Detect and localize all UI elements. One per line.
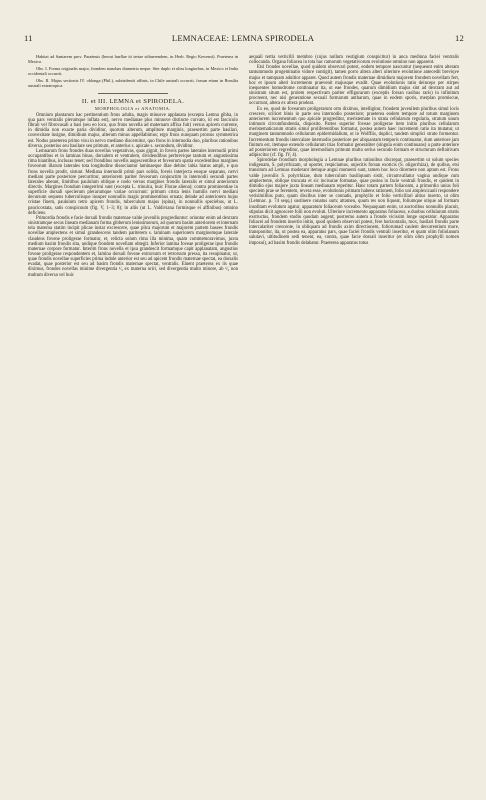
section-heading: II. et III. LEMNA et SPIRODELA.	[81, 97, 185, 105]
running-header	[20, 33, 466, 45]
body-paragraph: Lemnarum frons frondes duas novellas vegetativas, quas gignit, in foveis partes laterales internodii primi occupantibus et in laminas binas, dorsalem et ventralem, dividendibus perbrevique tantum et angustissima rima hiantibus, inclusas tenet; sed frondibus novellis augescentibus et foveorum spatia excedentibus margines foveorum illarum laterales tota longitudine dissociantur laminaeque illae dehinc labia hiatus ampli, e quo frons novella prodit, sistunt. Mediana internodii primi pars solida, foveis interjecta eosque separans, nervi mediani parte posteriore percurritur, anteriorem pariter foveorum conjunctim in internodii secundi partes laterales abeunt, limitibus paululum oblique e nodo versus margines frondis lateralis et simul anteriorum directis. Margines frondum integerrimi sunt (excepta L. trinulca, huic Florae aliena); contra prominentiae in superficie dorsali specierum plerarumque variae occurrunt: primum crista lenis humilis nervi mediani decursum sequens tuberculisque insuper nonnullis magis prominentibus ornata; deinde ad anteriorem hujus cristae finem, paululum retro apicem frondis, tuberculum majus (spina), in nonnullis speciebus, ut L. paucicostata, satis conspicuum (fig. V, 1–3; 8); in aliis (ut L. Valdiviana formisque ei affinibus) omnino deficiens.	[28, 148, 238, 216]
intro-obs-2: Obs. II. Majus sectionis IV. oblonga (Phil.), subtridentii affinis, in Chile australi occurrit, forsan etiam in Brasilia australi extratropica.	[28, 78, 238, 88]
body-paragraph: Spirodelae frondium morphologia a Lemnae pluribus rationibus discrepat, praesertim ut solum species indigenam, S. polyrrhizam, ut oportet, respiciamus, unjecitis forsan exoticis (S. oligorrhiza), de quibus, etsi transitum ad Lemnas moderant itemque angui momenti sunt, tamen hoc loco dicemere non aptum est. Frons valde juvenilis S. polyrrhizae, dum tuberculum basiliquum sistit, circumvallatur vagina undique cum amplectente, oblique truncata et sic incisurae formatae, quae postea in facie ventrali frondis, et quidem in dimidio ejus majore juxta lineam medianam reperitur. Hanc totam partem foliaceam, a primordio unius foli speciem prae se ferentem, revera esse, evolutionis primam habens rationem, folio uni amplexicauli respondere verisimillius puto, quam discibus inter se connatis, prophyllo et folio verticillari altius inserto, ut olim (Lemnac. p. 74 seqq.) sustinere conatus sum; attamen, quum res non liqueat, foliumque utique ad formam insolitam evolutum agatur, apparatum foliaceum voceabo. Nequaquam enim, ut auctoribus nonnullis placuit, stipulas dicit agnoscere folii non evoluti. Ulteriore incremento apparatus foliaceus, e.duobus cellularum stratis exstructus, frondem studio quodam augent; postremo autem a fronde vicissim longe superatur. Apparatus foliacei ad frondem insertio initio, quod quidem observari potest, fere horizontalis, mox, basilari frondis parte intercalariter crescente, in obliquam ad frondis axim directionem, foliorumad caulem decurrentium more, transponitur, ita, ut postea ea, apparatus pars, quae faciei frondis ventrali inseritur, et quam olim foliolanum salutavi, ultitudinem sedi tenent, ea, contra, quae facie dorsali inseritur (et olim olim prophylli nomen imposui), ad basim frondis delabatur. Praeterea apparatus totus	[249, 158, 459, 246]
page-number-right: 12	[455, 33, 464, 43]
body-paragraph: aequali tertia verticilli membro (cujus nullum vestigium conspicitur) in anca medinna faciei ventralis collocanda. Organa foliacea in tota hac ramorum vegetativorum evolutione omnino non apparent.	[249, 55, 459, 66]
intro-habitat: Habitat ad Santarem prov. Paraënsis (herrai haellae iti tertae stibaerendem, in Herb. Regio Kewensi). Praeterea in Mexico.	[28, 54, 238, 64]
section-divider	[98, 93, 168, 94]
right-column	[249, 55, 459, 246]
body-paragraph: Omnium plantarum hac pertinentium frons adulta, magis minusve applanata (excepta Lemna gibba, in qua pars ventralis plerumque inflata est), nervo medianae plus minusve distincte curvato, id est fasciculo fibrali vel fibrovasali a basi (seu eo loco, quo frons novella ad maternam affixa fuit) versus apicem currente, in dimidia non exacte paria dividitur, quorum alterum, amplitore marginis, praesertim parte basilari, convexitate insigne, dimidium majus, alterum minus appellabimus; ergo frons nunquam prorsus symmetrica est. Nodus praeterea primo visu in nervo mediano discernitur, quo frons in internodia duo, pluribus rationibus diversa, posterius seu basilare seu primum, et anterius s. apicale s. secundum, dividitur.	[28, 112, 238, 149]
intro-obs-1: Obs. I. Forma originalis major, frondem nonobas diametrio neque. Ster duplo et ultra longiorbus, in Mexico et India occidentali occurrit.	[28, 66, 238, 76]
running-title: LEMNACEAE: LEMNA SPIRODELA	[171, 33, 315, 43]
section-subheading: MORPHOLOGIA et ANATOMIA.	[94, 105, 172, 111]
left-column	[28, 55, 238, 278]
body-paragraph: Ex eo, quod de fovearum proligerarum ortu diximus, intelligitur, frondem juvenilem pluribus simul locis crescere, scilicet binis in parte seu internodio posteriore; praeterea eodem tempore ad totum marginem anteriorem incrementum quo apicale progreditur, meristemate in strata cellularum regularia, stratum unum intimum circumfundentia, disposito. Partes superior foveae proligerae item initio pluribus cellularum meristematicarum stratis simul proliferentibus formatur, postea autem haec incrementi ratio ita mutatur, ut marginem tantummodo cellularum epidermidalium, ut in Wolffiis, duplici, tandem simplici strato formentur. Incrementum frondis intercalare internodio posteriore per aliquantam temporis continuatur, dum anteriore jam finitum est, itemque extendo cellularum trias formatur generaliter (singula enim continuans) a parte anteriore ad posteriorem regreditur, quae internodium primum multo serius secundo formam et structuram definitivam adipiscitur (cf. fig. IV, 4).	[249, 106, 459, 158]
body-paragraph: Etsi frondes novellae, quod quidem observari potest, eodem tempore nascuntur (nequeunt enim alteram tantummodo progeminatio vidore contigit), tamen porro altera alteri ulteriore evolutione antecedit breviqve majus et tamquam adultior apparet. Quod autem frondis maternae dimidium majorem frondem novellam fert, hoc et ipsum alteri incremento praevenit majusque evadit. Quae evolutionis ratio deinceps per stirpes inequentes homodrome continuatur ita, ut eae frondes, quarum dimidium majus sint ad dextram aut ad sinistram situm est, prolem respectivam pariter effigurarum (exceptis forsan casibus raris) in infinitum procreent, nec nisi generatione sexuali formarum antharum, quae in eodem sporis, merplan promiscue, occurrunt, altera ex altera prodeat.	[249, 65, 459, 107]
body-paragraph: Primordia frondis e facie dorsali frondis maternae valde juvenilis progrediuntur: oriuntur enim ad dextram sinistramque secus lineam medianam forma gibberum lenissimorum, ad quorum basim anteriorem et internam tela materna statim incipit plicae instar excrescere, quae plica majorum et majorem partem basees frondis novellae amplectens et simul grandescens tandem pariterem s. laminam superiorem marginemque laterale claudens fovene proligerae formatur, et, relicta solum rima illa minima, quam commemoravimus, juxta medium basim frondis sita, undique frondem novellam obtegit. Inferior lamina foveae proligerae ipso frondis maternae corpore formatur. Interim frons novella et ipsa grandescit formamque capit applanatam, angustius foveae proligerae respondentem et, lamina dorsali foveae extrorsum et retrorsum pressa, ita resupinatur, ut, quae frondis novellae superficies prima indole anterior est seu ad apicem frondis maternae spectat, ea dorsalis evadat, quae posterior est seu ad basim frondis maternae spectat, ventralis. Eluent praeterea ex iis quae diximus, frondes novellas minime divergentia ¹⁄₃ ex materna oriri, sed divergentia multo minore, ab ¹⁄₂ non multum diversa vel huic	[28, 215, 238, 278]
page-number-left: 11	[24, 33, 33, 43]
